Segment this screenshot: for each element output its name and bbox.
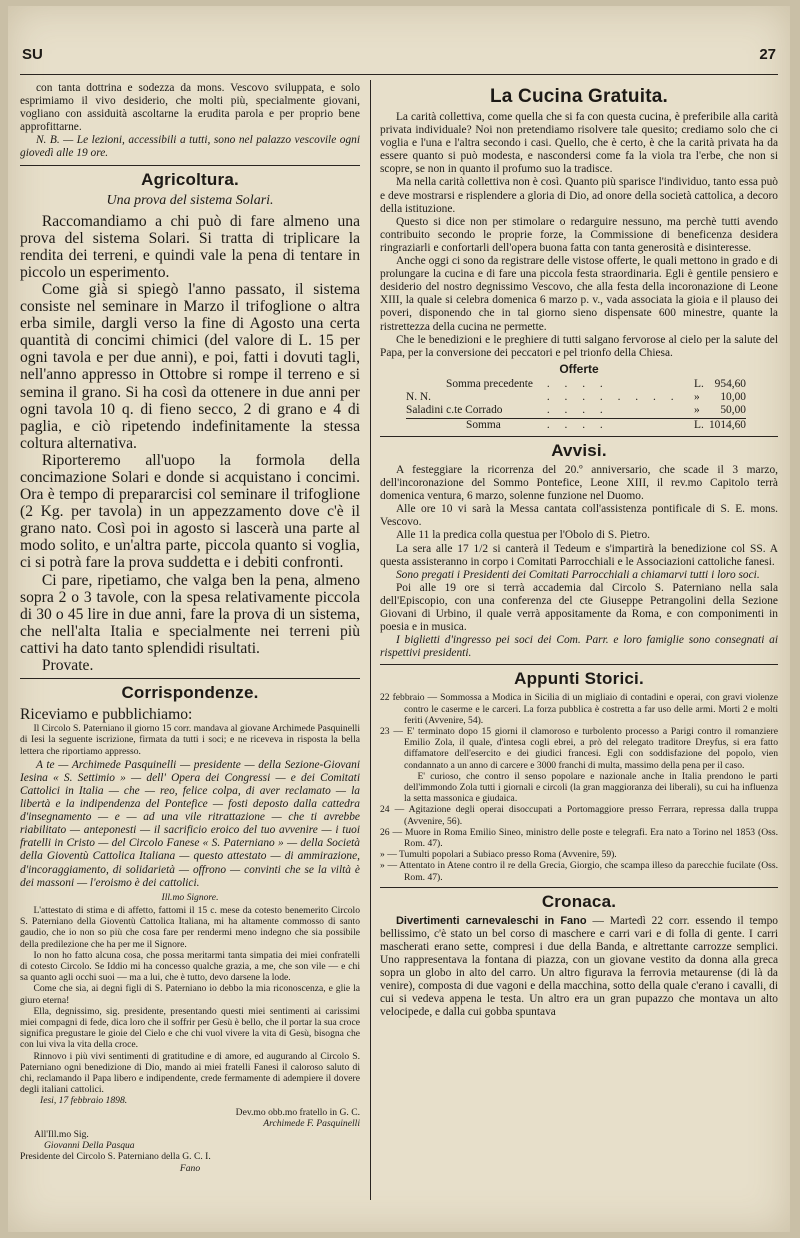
agricoltura-paragraph: Come già si spiegò l'anno passato, il sistema consiste nel seminare in Marzo il trifoglione o altra erba simile, dargli verso la fine di Agosto una certa quantità di concimi chimici (del valore di L. 15 per ogni tavola e per due anni), e poi, fatti i dovuti tagli, nell'anno appresso in Ottobre si rompe il terreno e si semina il grano. Si ha così da ottenere in due anni per ogni tavola 10 q. di fieno secco, 2 di grano e 4 di paglia, e ciò ripetendo indefinitamente la stessa coltura alternativa. <box>20 280 360 452</box>
offerta-total-currency: L. <box>694 418 704 431</box>
appunto-item: 26 — Muore in Roma Emilio Sineo, ministro delle poste e telegrafi. Era nato a Torino nel 1853 (Oss. Rom. 47). <box>380 826 778 850</box>
offerta-total-dots: . . . . <box>547 418 694 432</box>
section-rule <box>20 678 360 679</box>
letter-paragraph: Come che sia, ai degni figli di S. Paterniano io debbo la mia riconoscenza, e glie la giuro eterna! <box>20 983 360 1006</box>
corrispondenze-preface: Il Circolo S. Paterniano il giorno 15 corr. mandava al giovane Archimede Pasquinelli di Iesi la seguente iscrizione, firmata da tutti i soci; e ne riceveva in risposta la bella lettera che riportiamo appresso. <box>20 723 360 757</box>
corrispondenze-title: Corrispondenze. <box>121 683 259 703</box>
agricoltura-paragraph: Riporteremo all'uopo la formola della concimazione Solari e donde si acquistano i concimi. Ora è tempo di prepararcisi col seminare il trifoglione (2 Kg. per tavola) in un appezzamento dove c'è il grano nato. Così poi in agosto si lascerà una parte al modo solito, e un'altra parte, piccola quanto si voglia, ci si potrà fare la prova suddetta e i debiti confronti. <box>20 451 360 572</box>
cronaca-text: — Martedì 22 corr. essendo il tempo bellissimo, c'è stato un bel corso di maschere e carri vari e di folla di gente. I carri mascherati erano sette, compresi i due della Banda, e altrettante carrozze semplici. Uno rappresentava la fontana di piazza, con un giovane vestito da donna alla greca sopra un globo in alto del carro. Un altro figurava la ferrovia metaurense (di là da venire), composta di due vagoni e della macchina, sotto della quale c'erano i cavalli, di cui si vedeva appena le testa. Un altro era un gran pupazzo che montava un alto velocipede, e dalla cui gobba spuntava <box>380 914 778 1019</box>
offerta-total-label: Somma <box>406 418 547 432</box>
offerta-dots: . . . . . . . . <box>546 391 680 404</box>
page-number: 27 <box>759 46 776 63</box>
offerta-currency: » <box>694 404 700 417</box>
offerta-amount: 954,60 <box>714 377 746 390</box>
right-column <box>380 82 778 1020</box>
addressee-line: Fano <box>179 1162 201 1174</box>
offerta-dots: . . . . <box>546 377 609 390</box>
letter-paragraph: L'attestato di stima e di affetto, fattomi il 15 c. mese da cotesto benemerito Circolo S. Paterniano della Gioventù Cattolica Italiana, mi ha altamente commosso di santo gaudio, che io non so più che cosa fare per rendermi meno indegno che sia possibile della predilezione che ha per me il Signore. <box>20 904 360 950</box>
header-rule <box>20 74 778 75</box>
appunto-item: 22 febbraio — Sommossa a Modica in Sicilia di un migliaio di contadini e operai, con gravi violenze contro le caserme e le carceri. La forza pubblica è costretta a far uso delle armi. Morti 2 e molti feriti (Avvenire, 54). <box>380 692 778 726</box>
avvisi-paragraph: Alle ore 10 vi sarà la Messa cantata coll'assistenza pontificale di S. E. mons. Vescovo. <box>380 503 778 529</box>
offerta-total-amount: 1014,60 <box>705 418 746 432</box>
offerte-table <box>406 378 746 432</box>
addressee-line: Presidente del Circolo S. Paterniano della G. C. I. <box>20 1151 211 1163</box>
avvisi-paragraph: Alle 11 la predica colla questua per l'Obolo di S. Pietro. <box>395 529 651 542</box>
offerte-title: Offerte <box>559 361 599 376</box>
letter-paragraph: Ella, degnissimo, sig. presidente, presentando questi miei sentimenti ai carissimi miei compagni di fede, dica loro che il soffrir per Gesù è bello, che il portar la sua croce significa pregustare le gioie del Cielo e che chi vuol vivere la vita di Gesù, bisogna che con lui viva la vita della croce. <box>20 1005 360 1051</box>
avvisi-note: I biglietti d'ingresso pei soci dei Com. Parr. e loro famiglie sono consegnati ai rispettivi presidenti. <box>380 634 778 660</box>
cucina-paragraph: Ma nella carità collettiva non è così. Quanto più sparisce l'individuo, tanto essa può e deve mostrarsi e risplendere a gloria di Dio, ad onore della società cattolica, a decoro della istituzione. <box>380 176 778 215</box>
inscription: A te — Archimede Pasquinelli — presidente — della Sezione-Giovani Iesina « S. Settimio » — dell' Opera dei Congressi — e dei Comitati Cattolici in Italia — che — reo, felice colpa, di aver reclamato — la libertà e la indipendenza del Pontefice — fosti deposto dalla cattedra d'insegnamento — e — ad una vile ritrattazione — che ti avrebbe riabilitato — anteponesti — il sacrificio eroico del tuo avvenire — i tuoi fratelli in Cristo — del Circolo Fanese « S. Paterniano » — della Società della Gioventù Cattolica Italiana — questo attestato — di ammirazione, d'incoraggiamento, di solidarietà — offrono — convinti che se la viltà è dei massoni — l'eroismo è dei cattolici. <box>20 758 360 889</box>
table-row-total <box>406 418 746 432</box>
agricoltura-title: Agricoltura. <box>141 169 239 189</box>
appunto-item: 24 — Agitazione degli operai disoccupati a Portomaggiore presso Ferrara, repressa dalla truppa (Avvenire, 56). <box>380 804 778 827</box>
avvisi-title: Avvisi. <box>551 440 607 460</box>
offerta-amount: 50,00 <box>720 404 746 417</box>
appunti-title: Appunti Storici. <box>514 669 644 689</box>
letter-date: Iesi, 17 febbraio 1898. <box>40 1095 128 1107</box>
cucina-paragraph: Anche oggi ci sono da registrare delle vistose offerte, le quali mettono in grado e di prolungare la cucina e di fare una piccola festa straordinaria. Egli è gentile pensiero e desiderio del nostro degnissimo Vescovo, che alla festa della incoronazione di Leone XIII, la quale si celebra domenica 6 marzo p. v., vada associata la gioia e il plauso dei poveri, disponendo che in tal giorno sieno dispensate 600 minestre, quante la ristrettezza della cucina ne permette. <box>380 255 778 333</box>
offerta-currency: » <box>694 391 700 404</box>
section-rule <box>380 664 778 665</box>
avvisi-paragraph: A festeggiare la ricorrenza del 20.º anniversario, che scade il 3 marzo, dell'incoronazione del Sommo Pontefice, Leone XIII, il rev.mo Capitolo terrà domenica ventura, 6 marzo, solenne funzione nel Duomo. <box>380 463 778 503</box>
agricoltura-subtitle: Una prova del sistema Solari. <box>106 192 274 208</box>
avvisi-note: Sono pregati i Presidenti dei Comitati Parrocchiali a chiamarvi tutti i loro soci. <box>395 568 760 581</box>
offerta-label: Saladini c.te Corrado <box>406 404 503 417</box>
corrispondenze-intro: Riceviamo e pubblichiamo: <box>20 706 193 724</box>
offerta-amount: 10,00 <box>720 391 746 404</box>
left-column <box>20 82 360 1174</box>
letter-paragraph: Rinnovo i più vivi sentimenti di gratitudine e di amore, ed augurando al Circolo S. Paterniano ogni benedizione di Dio, mando ai miei fratelli Fanesi il caloroso saluto di chi, reclamando il Papa libero e indipendente, crede fermamente di adempiere il dovere degli italiani cattolici. <box>20 1050 360 1096</box>
cucina-paragraph: Che le benedizioni e le preghiere di tutti salgano fervorose al cielo per la salute del Papa, per la conversione dei peccatori e pel trionfo della Chiesa. <box>380 333 778 359</box>
appunto-item: » — Attentato in Atene contro il re della Grecia, Giorgio, che scampa illeso da parecchie fucilate (Oss. Rom. 47). <box>380 860 778 883</box>
appunto-item: E' curioso, che contro il senso popolare e nazionale anche in Italia prendono le parti dell'immondo Zola tutti i giornali e circoli (la gran maggioranza dei liberali), su cui ha influenza la setta massonica e giudaica. <box>404 770 778 805</box>
letter-salutation: Ill.mo Signore. <box>161 891 219 903</box>
letter-signature: Archimede F. Pasquinelli <box>263 1117 360 1129</box>
agricoltura-paragraph: Provate. <box>41 657 94 674</box>
offerta-dots: . . . . <box>546 404 609 417</box>
table-row <box>406 404 746 418</box>
cronaca-lead: Divertimenti carnevaleschi in Fano <box>395 914 587 927</box>
appunto-item: » — Tumulti popolari a Subiaco presso Roma (Avvenire, 59). <box>380 849 617 861</box>
addressee-line: Giovanni Della Pasqua <box>44 1140 135 1152</box>
agricoltura-paragraph: Ci pare, ripetiamo, che valga ben la pena, almeno sopra 2 o 3 tavole, con la spesa relativamente piccola di 30 o 45 lire in due anni, fare la prova di un sistema, che nell'alta Italia e specialmente nei terreni più cattivi ha dato tanto splendidi risultati. <box>20 571 360 657</box>
section-rule <box>380 887 778 888</box>
cronaca-title: Cronaca. <box>541 891 617 911</box>
letter-signature-block <box>20 1095 360 1173</box>
avvisi-paragraph: La sera alle 17 1/2 si canterà il Tedeum e s'impartirà la benedizione col SS. A questa assisteranno in corpo i Comitati Parrocchiali e le Associazioni cattoliche fanesi. <box>380 542 778 568</box>
newspaper-page <box>8 6 790 1232</box>
cucina-paragraph: La carità collettiva, come quella che si fa con questa cucina, è preferibile alla carità privata individuale? Noi non pretendiamo risolvere tale quesito; crediamo solo che ci voglia e l'una e l'altra secondo i casi. Quello, che è certo, è che la carità privata ha da essere quanto si può modesta, e nascondersi come fa la viola tra l'erbe, che non si scopre, se non in quanto il profumo suo la tradisce. <box>380 111 778 176</box>
agricoltura-paragraph: Raccomandiamo a chi può di fare almeno una prova del sistema Solari. Si tratta di triplicare la rendita dei terreni, e quindi vale la pena di tentare in piccolo un esperimento. <box>20 212 360 281</box>
appunto-item: 23 — E' terminato dopo 15 giorni il clamoroso e turbolento processo a Parigi contro il romanziere Emilio Zola, il quale, d'intesa cogli ebrei, a prò del relegato traditore Dreyfus, si era fatto diffamatore dell'esercito e dei giudici francesi. Egli con soddisfazione del popolo, vien condannato a un anno di carcere e 3000 franchi di multa, massimo della pena per il caso. <box>380 725 778 771</box>
cucina-paragraph: Questo si dice non per stimolare o redarguire nessuno, ma perchè tutti avendo contribuito secondo le proprie forze, la Commissione di beneficenza desidera ringraziarli e confortarli dell'opera buona fatta con tanta generosità e disinteresse. <box>380 215 778 254</box>
nota-bene: N. B. — Le lezioni, accessibili a tutti, sono nel palazzo vescovile ogni giovedì alle 19 ore. <box>20 134 360 160</box>
offerta-label: N. N. <box>406 391 431 404</box>
table-row <box>406 378 746 391</box>
avvisi-paragraph: Poi alle 19 ore si terrà accademia dal Circolo S. Paterniano nella sala dell'Episcopio, con una conferenza del cte Giuseppe Petrangolini della Sezione Giovani di Urbino, il quale verrà appositamente da Roma, e con componimenti in poesia e in musica. <box>380 581 778 634</box>
table-row <box>406 391 746 404</box>
cronaca-paragraph <box>380 915 778 1020</box>
offerta-currency: L. <box>694 377 704 390</box>
letter-paragraph: Io non ho fatto alcuna cosa, che possa meritarmi tanta simpatia dei miei confratelli di cotesto Circolo. Se Iddio mi ha concesso qualche grazia, a me, che son vile — e chi sa quanto agli occhi suoi — ma a lui, che è tutto, devo darsene la lode. <box>20 949 360 984</box>
running-head-section: SU <box>22 46 43 63</box>
column-separator <box>370 80 371 1200</box>
cucina-title: La Cucina Gratuita. <box>489 86 668 107</box>
section-rule <box>380 436 778 437</box>
letter-closing: Dev.mo obb.mo fratello in G. C. <box>235 1106 360 1118</box>
intro-paragraph: con tanta dottrina e sodezza da mons. Vescovo sviluppata, e solo esprimiamo il vivo desiderio, che molti più, specialmente giovani, vogliano con assiduità ascoltarne la erudita parola e per proprio bene approfittarne. <box>20 82 360 134</box>
section-rule <box>20 165 360 166</box>
addressee-line: All'Ill.mo Sig. <box>34 1129 89 1140</box>
offerta-label: Somma precedente <box>446 377 533 390</box>
